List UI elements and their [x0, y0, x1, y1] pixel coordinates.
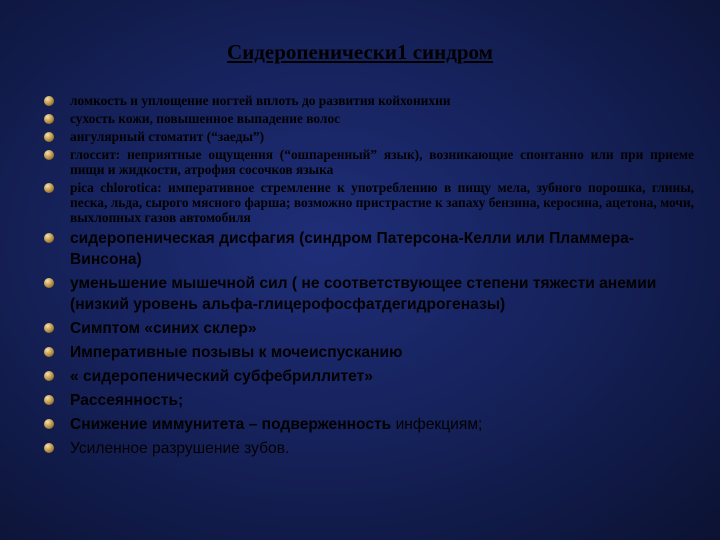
list-item-text: Рассеянность;	[70, 392, 184, 409]
list-item	[44, 366, 694, 387]
list-item-text: сидеропеническая дисфагия (синдром Патерсона-Келли или Пламмера-Винсона)	[70, 230, 634, 268]
bullet-icon	[44, 419, 54, 429]
bullet-icon	[44, 96, 54, 106]
list-item	[44, 93, 694, 108]
list-item	[44, 342, 694, 363]
bullet-icon	[44, 132, 54, 142]
list-item	[44, 414, 694, 435]
bullet-icon	[44, 323, 54, 333]
list-item-text: уменьшение мышечной сил ( не соответствующее степени тяжести анемии (низкий уровень альфа-глицерофосфатдегидрогеназы)	[70, 275, 657, 313]
bullet-icon	[44, 150, 54, 160]
bullet-icon	[44, 278, 54, 288]
list-item-text	[70, 438, 694, 459]
list-item	[44, 318, 694, 339]
list-item-text: pica chlorotica: императивное стремление к употреблению в пищу мела, зубного порошка, глины, песка, льда, сырого мясного фарша; возможно пристрастие к запаху бензина, керосина, ацетона, мочи, выхлопных газов автомобиля	[70, 180, 694, 225]
list-item-text: глоссит: неприятные ощущения (“ошпаренный” язык), возникающие спонтанно или при приеме пищи и жидкости, атрофия сосочков языка	[70, 147, 694, 177]
list-item	[44, 111, 694, 126]
list-item	[44, 147, 694, 177]
list-item-text: « сидеропенический субфебриллитет»	[70, 368, 373, 385]
bullet-icon	[44, 114, 54, 124]
list-item	[44, 228, 694, 270]
list-item	[44, 180, 694, 225]
slide-title: Сидеропенически1 синдром	[227, 40, 493, 64]
bullet-icon	[44, 233, 54, 243]
bullet-icon	[44, 183, 54, 193]
list-item-text: ломкость и уплощение ногтей вплоть до развития койхонихии	[70, 93, 451, 108]
list-item-text: Императивные позывы к мочеиспусканию	[70, 344, 403, 361]
symptom-list	[44, 93, 694, 462]
list-item-text: Симптом «синих склер»	[70, 320, 257, 337]
bullet-icon	[44, 347, 54, 357]
list-item	[44, 390, 694, 411]
list-item	[44, 438, 694, 459]
list-item	[44, 129, 694, 144]
immunity-bold-text: Снижение иммунитета – подверженность	[70, 416, 392, 433]
teeth-text: Усиленное разрушение зубов.	[70, 440, 290, 457]
list-item	[44, 273, 694, 315]
list-item-text: сухость кожи, повышенное выпадение волос	[70, 111, 341, 126]
bullet-icon	[44, 371, 54, 381]
bullet-icon	[44, 395, 54, 405]
bullet-icon	[44, 443, 54, 453]
list-item-text: ангулярный стоматит (“заеды”)	[70, 129, 265, 144]
list-item-text	[70, 414, 694, 435]
immunity-normal-text: инфекциям;	[391, 416, 483, 433]
